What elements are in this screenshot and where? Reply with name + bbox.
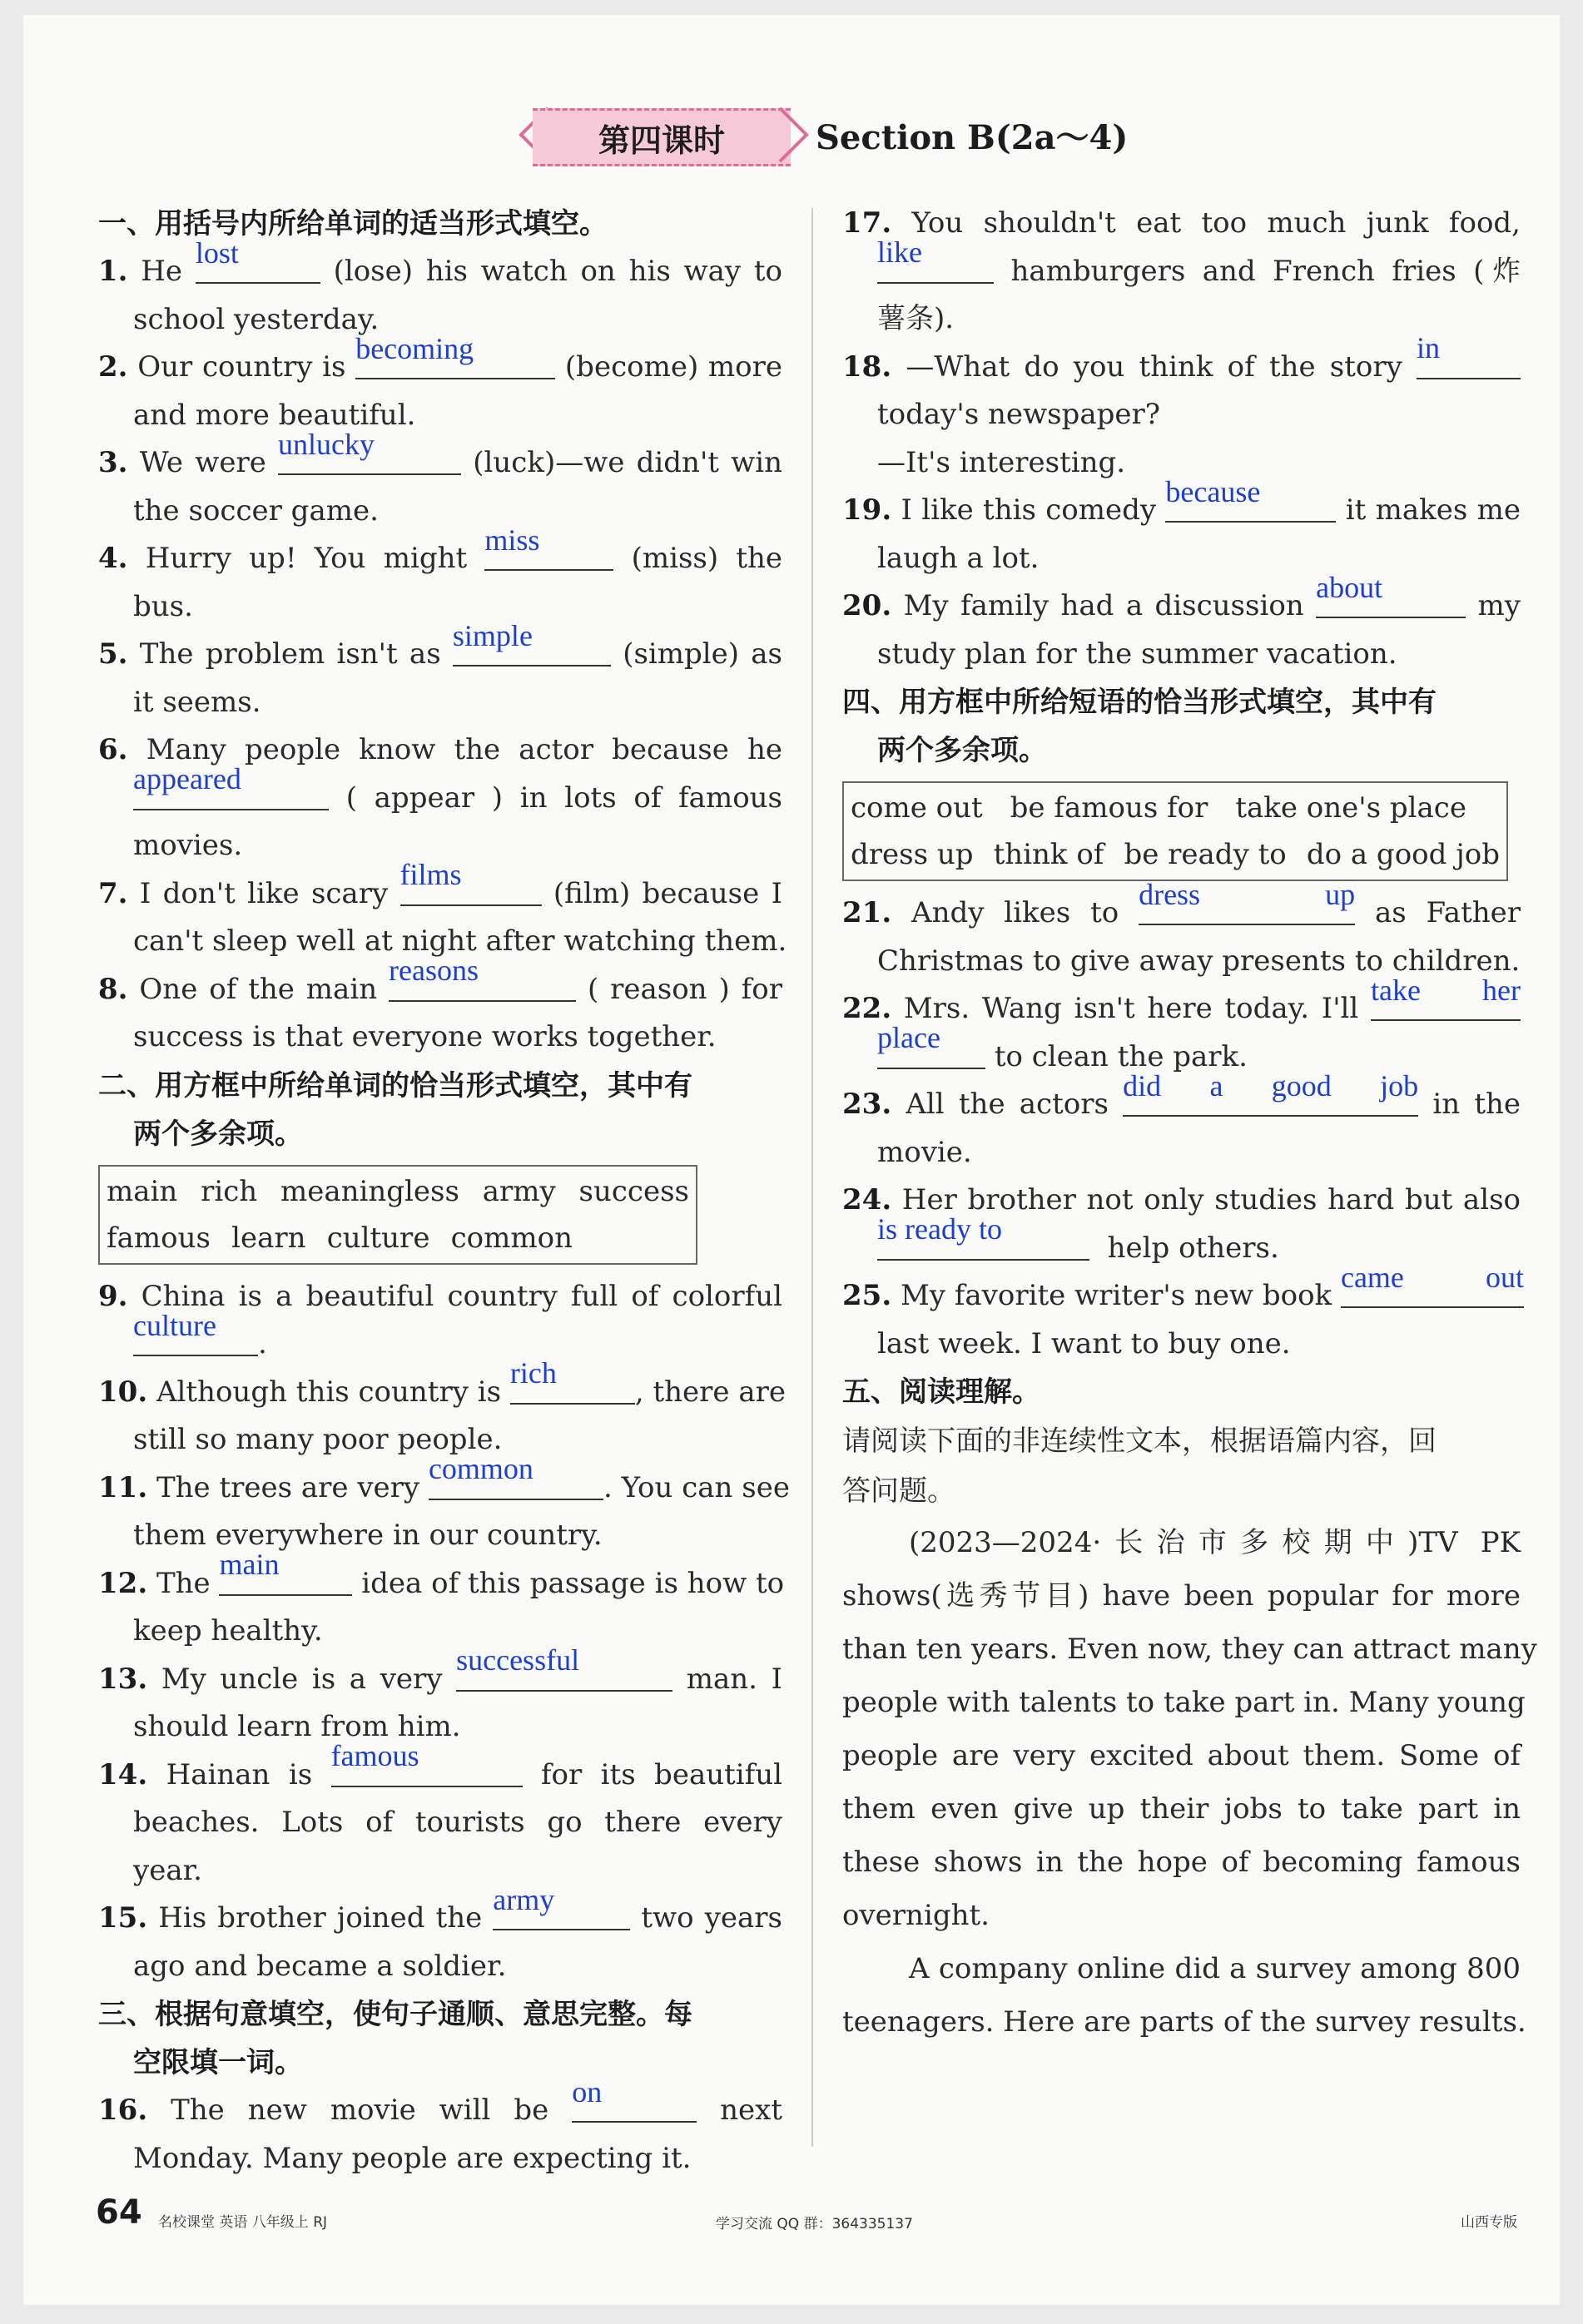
answer-blank[interactable]: famous xyxy=(331,1752,523,1787)
answer-blank[interactable]: dress up xyxy=(1139,890,1355,925)
part4-heading: 四、用方框中所给短语的恰当形式填空，其中有 xyxy=(842,686,1437,719)
word-box: main rich meaningless army success famous learn culture common xyxy=(98,1165,697,1265)
lesson-tag: 第四课时 xyxy=(533,108,791,166)
question-6: 6. Many people know the actor because he xyxy=(98,733,782,766)
question-14: 14. Hainan is famous for its beautiful xyxy=(98,1739,783,1791)
question-21: 21. Andy likes to dress up as Father xyxy=(842,877,1521,929)
question-20: 20. My family had a discussion about my xyxy=(842,570,1521,622)
question-25: 25. My favorite writer's new book came out xyxy=(842,1260,1524,1312)
section-title: Section B(2a～4) xyxy=(816,118,1129,157)
answer-blank[interactable]: films xyxy=(400,871,542,906)
question-3-cont: the soccer game. xyxy=(133,493,379,528)
reading-line: shows(选秀节目) have been popular for more xyxy=(842,1579,1521,1613)
answer-blank[interactable]: common xyxy=(429,1465,603,1500)
question-4-cont: bus. xyxy=(133,589,193,623)
answer-blank[interactable]: culture xyxy=(133,1321,258,1356)
question-7-cont: can't sleep well at night after watching them. xyxy=(133,924,787,958)
part1-heading: 一、用括号内所给单词的适当形式填空。 xyxy=(98,207,608,240)
question-14-cont2: year. xyxy=(133,1853,202,1887)
answer-blank[interactable]: appeared xyxy=(133,775,329,810)
answer-blank[interactable]: take her xyxy=(1371,986,1521,1021)
question-10: 10. Although this country is rich , there are xyxy=(98,1356,786,1409)
chevron-right-icon xyxy=(778,105,811,165)
question-23: 23. All the actors did a good job in the xyxy=(842,1068,1521,1121)
question-10-cont: still so many poor people. xyxy=(133,1423,503,1456)
reading-line: these shows in the hope of becoming famous xyxy=(842,1846,1521,1879)
question-21-cont: Christmas to give away presents to children. xyxy=(877,944,1521,978)
question-11: 11. The trees are very common . You can see xyxy=(98,1452,790,1504)
question-15: 15. His brother joined the army two years xyxy=(98,1882,782,1935)
question-9: 9. China is a beautiful country full of colorful xyxy=(98,1279,782,1313)
question-5-cont: it seems. xyxy=(133,685,261,719)
part2-heading-cont: 两个多余项。 xyxy=(133,1117,303,1151)
question-18: 18. —What do you think of the story in xyxy=(842,344,1521,392)
answer-blank[interactable]: army xyxy=(493,1895,630,1930)
book-info: 名校课堂 英语 八年级上 RJ xyxy=(158,2214,328,2231)
answer-blank[interactable]: in xyxy=(1417,344,1521,379)
answer-blank[interactable]: miss xyxy=(484,536,613,571)
part4-heading-cont: 两个多余项。 xyxy=(877,734,1047,767)
question-22-cont: place to clean the park. xyxy=(877,1021,1248,1073)
question-17-cont2: 薯条). xyxy=(877,302,955,335)
answer-blank[interactable]: on xyxy=(572,2088,697,2123)
question-9-cont: culture . xyxy=(133,1308,267,1360)
question-7: 7. I don't like scary films (film) because I xyxy=(98,858,783,910)
qq-group: 学习交流 QQ 群：364335137 xyxy=(716,2216,913,2232)
answer-blank[interactable]: lost xyxy=(196,249,320,284)
answer-blank[interactable]: is ready to xyxy=(877,1226,1089,1261)
question-18-cont: today's newspaper? xyxy=(877,398,1160,431)
answer-blank[interactable]: becoming xyxy=(355,344,555,379)
reading-line: people are very excited about them. Some of xyxy=(842,1739,1521,1772)
question-15-cont: ago and became a soldier. xyxy=(133,1949,507,1983)
answer-blank[interactable]: main xyxy=(219,1561,352,1596)
reading-line: (2023—2024·长治市多校期中)TV PK xyxy=(909,1526,1521,1559)
column-divider xyxy=(811,208,813,2147)
question-22: 22. Mrs. Wang isn't here today. I'll take her xyxy=(842,973,1521,1025)
question-14-cont: beaches. Lots of tourists go there every xyxy=(133,1806,782,1839)
question-16: 16. The new movie will be on next xyxy=(98,2074,782,2127)
reading-line: people with talents to take part in. Many young xyxy=(842,1686,1526,1719)
question-17: 17. You shouldn't eat too much junk food, xyxy=(842,206,1521,240)
question-6-cont: appeared ( appear ) in lots of famous xyxy=(133,762,783,815)
question-2-cont: and more beautiful. xyxy=(133,398,416,432)
answer-blank[interactable]: about xyxy=(1316,583,1466,618)
answer-blank[interactable]: simple xyxy=(453,632,611,666)
question-19-cont: laugh a lot. xyxy=(877,541,1040,575)
question-2: 2. Our country is becoming (become) more xyxy=(98,331,783,384)
part2-heading: 二、用方框中所给单词的恰当形式填空，其中有 xyxy=(98,1068,692,1103)
part3-heading: 三、根据句意填空，使句子通顺、意思完整。每 xyxy=(98,1998,692,2031)
question-4: 4. Hurry up! You might miss (miss) the xyxy=(98,523,783,575)
question-8: 8. One of the main reasons ( reason ) for xyxy=(98,954,782,1006)
page-number: 64 xyxy=(96,2193,142,2232)
question-8-cont: success is that everyone works together. xyxy=(133,1020,717,1053)
part5-heading: 五、阅读理解。 xyxy=(842,1375,1040,1409)
question-5: 5. The problem isn't as simple (simple) as xyxy=(98,618,783,671)
question-11-cont: them everywhere in our country. xyxy=(133,1519,603,1552)
question-12: 12. The main idea of this passage is how to xyxy=(98,1548,785,1600)
question-24-cont: is ready to help others. xyxy=(877,1212,1279,1265)
answer-blank[interactable]: did a good job xyxy=(1123,1082,1418,1117)
edition-label: 山西专版 xyxy=(1461,2214,1517,2231)
question-6-cont2: movies. xyxy=(133,829,243,862)
lesson-header xyxy=(0,100,1583,175)
phrase-box: come out be famous for take one's place dress up think of be ready to do a good job xyxy=(842,781,1508,881)
question-17-cont: like hamburgers and French fries (炸 xyxy=(877,235,1521,288)
page-footer xyxy=(0,2193,1583,2243)
question-13: 13. My uncle is a very successful man. I xyxy=(98,1643,782,1696)
question-3: 3. We were unlucky (luck)—we didn't win xyxy=(98,427,783,479)
question-13-cont: should learn from him. xyxy=(133,1710,461,1743)
part3-heading-cont: 空限填一词。 xyxy=(133,2046,303,2079)
question-1: 1. He lost (lose) his watch on his way to xyxy=(98,235,783,288)
answer-blank[interactable]: because xyxy=(1165,488,1336,523)
question-24: 24. Her brother not only studies hard but also xyxy=(842,1183,1521,1217)
reading-line: overnight. xyxy=(842,1899,990,1932)
reading-line: A company online did a survey among 800 xyxy=(909,1952,1521,1985)
answer-blank[interactable]: successful xyxy=(456,1657,672,1692)
part5-intro: 请阅读下面的非连续性文本，根据语篇内容，回 xyxy=(842,1425,1437,1458)
answer-blank[interactable]: came out xyxy=(1341,1273,1524,1308)
reading-line: them even give up their jobs to take part in xyxy=(842,1792,1521,1826)
question-12-cont: keep healthy. xyxy=(133,1614,323,1648)
question-18-reply: —It's interesting. xyxy=(877,445,1126,479)
reading-line: teenagers. Here are parts of the survey results. xyxy=(842,2005,1526,2039)
question-20-cont: study plan for the summer vacation. xyxy=(877,637,1397,671)
left-column xyxy=(98,200,790,2183)
answer-blank[interactable]: unlucky xyxy=(278,440,461,475)
part5-intro-cont: 答问题。 xyxy=(842,1474,955,1508)
question-23-cont: movie. xyxy=(877,1135,972,1169)
question-16-cont: Monday. Many people are expecting it. xyxy=(133,2141,692,2175)
right-column xyxy=(842,200,1537,2049)
question-1-cont: school yesterday. xyxy=(133,302,380,336)
question-25-cont: last week. I want to buy one. xyxy=(877,1326,1291,1360)
question-19: 19. I like this comedy because it makes me xyxy=(842,474,1521,527)
answer-blank[interactable]: like xyxy=(877,249,994,284)
answer-blank[interactable]: place xyxy=(877,1034,985,1069)
reading-line: than ten years. Even now, they can attract many xyxy=(842,1633,1537,1666)
answer-blank[interactable]: reasons xyxy=(389,967,576,1002)
answer-blank[interactable]: rich xyxy=(510,1370,635,1405)
